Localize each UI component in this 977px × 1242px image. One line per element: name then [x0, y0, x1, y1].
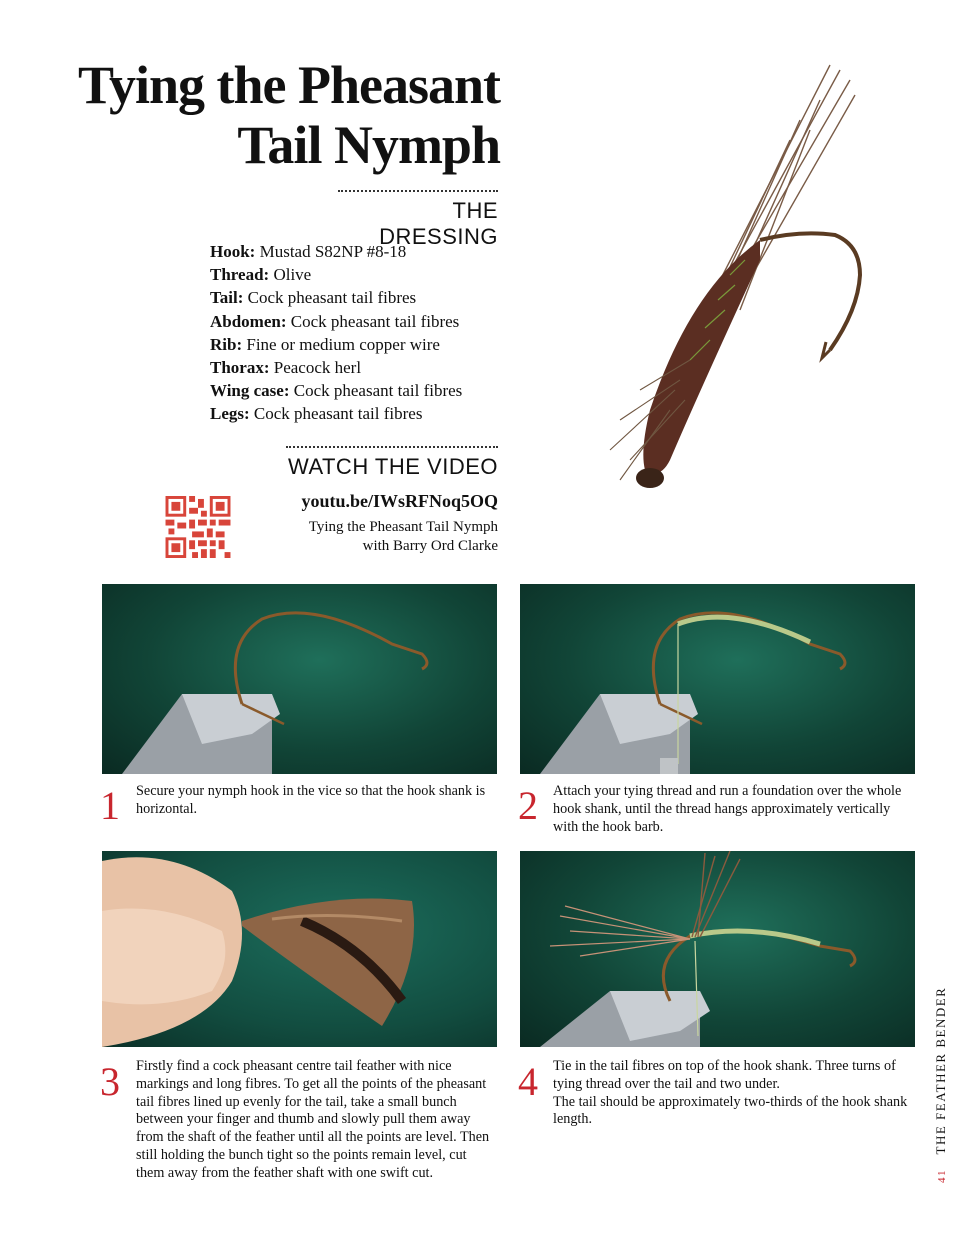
pheasant-tail-nymph-photo [560, 60, 890, 530]
video-link[interactable]: youtu.be/IWsRFNoq5OQ [301, 491, 498, 511]
dressing-item: Hook: Mustad S82NP #8-18 [210, 242, 407, 261]
qr-code-icon[interactable] [165, 496, 231, 558]
page-number: 41 [936, 1169, 948, 1183]
video-description: Tying the Pheasant Tail Nymph with Barry Ord Clarke [308, 519, 498, 554]
dressing-list [210, 240, 510, 426]
step-1-photo [102, 584, 497, 774]
step-number: 2 [518, 783, 538, 828]
title-line-2: Tail Nymph [237, 115, 500, 175]
dressing-item: Thorax: Peacock herl [210, 358, 362, 378]
step-number: 1 [100, 783, 120, 828]
step-description: Secure your nymph hook in the vice so that the hook shank is horizontal. [136, 783, 486, 817]
page-title [60, 55, 500, 175]
dressing-item: Wing case: Cock pheasant tail fibres [210, 381, 463, 401]
magazine-name: THE FEATHER BENDER [933, 986, 948, 1155]
step-description: Tie in the tail fibres on top of the hook shank. Three turns of tying thread over the tail and two under. The tail should be approximately two-thirds of the hook shank length. [553, 1058, 908, 1128]
dressing-item: Abdomen: Cock pheasant tail fibres [210, 311, 460, 331]
dressing-item: Legs: Cock pheasant tail fibres [210, 404, 423, 424]
step-number: 4 [518, 1059, 538, 1104]
step-description: Attach your tying thread and run a foundation over the whole hook shank, until the thread hangs approximately vertically with the hook barb. [553, 783, 902, 835]
dressing-heading: THE DRESSING [338, 190, 498, 250]
step-3-photo [102, 851, 497, 1047]
step-2-photo [520, 584, 915, 774]
step-number: 3 [100, 1059, 120, 1104]
video-heading: WATCH THE VIDEO [286, 446, 498, 480]
page-footer [926, 986, 956, 1200]
title-line-1: Tying the Pheasant [77, 55, 500, 115]
dressing-item: Rib: Fine or medium copper wire [210, 334, 440, 354]
step-4-photo [520, 851, 915, 1047]
dressing-item: Thread: Olive [210, 265, 312, 285]
dressing-item: Tail: Cock pheasant tail fibres [210, 288, 417, 308]
step-description: Firstly find a cock pheasant centre tail feather with nice markings and long fibres. To get all the points of the pheasant tail fibres lined up evenly for the tail, take a small bunch between your finger and thumb and slowly pull them away from the shaft of the feather until all the points are level. Then still holding the bunch tight so the points remain level, cut them away from the feather shaft with one swift cut. [136, 1058, 490, 1181]
